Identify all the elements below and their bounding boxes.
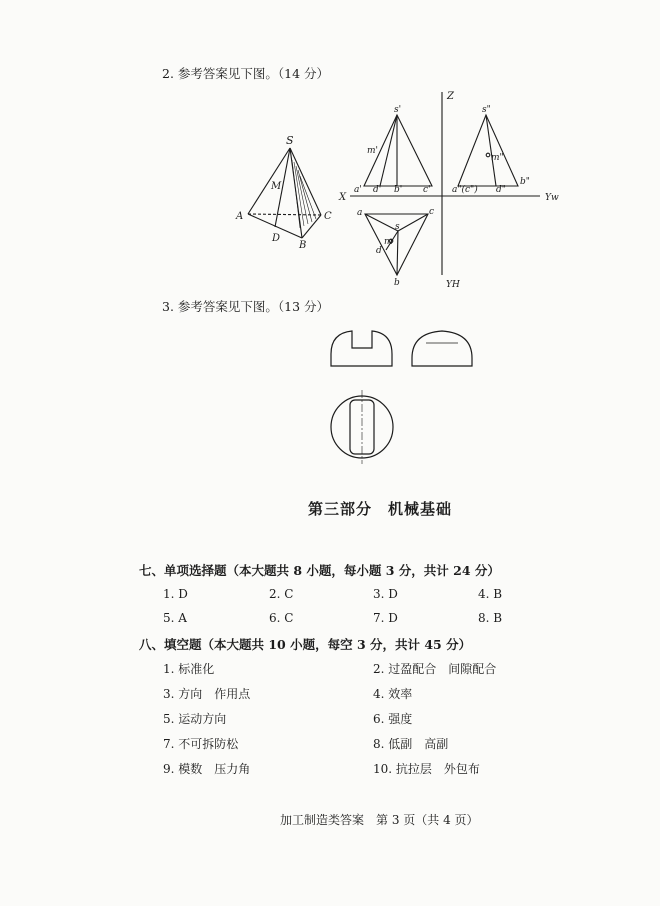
label-A: A [236, 211, 244, 222]
s8-answer-7: 7. 不可拆防松 [163, 737, 239, 751]
label-s-top: s [395, 222, 400, 232]
front-view-slotted-shape [331, 331, 392, 366]
label-a-c-double-prime: a"(c") [452, 185, 478, 195]
s8-answer-3: 3. 方向 作用点 [163, 687, 251, 701]
s8-answer-9: 9. 模数 压力角 [163, 762, 251, 776]
label-b-double-prime: b" [520, 177, 530, 187]
label-s-double-prime: s" [482, 105, 491, 115]
label-m-top: m [384, 237, 393, 247]
section-7-title: 七、单项选择题（本大题共 8 小题，每小题 3 分，共计 24 分） [139, 563, 500, 578]
side-view-dome-shape [412, 331, 472, 366]
s8-answer-4: 4. 效率 [373, 687, 413, 701]
part-3-title: 第三部分 机械基础 [308, 500, 453, 518]
s7-answer-1: 1. D [163, 587, 188, 601]
label-C: C [324, 211, 332, 222]
s7-answer-5: 5. A [163, 611, 187, 625]
s7-answer-4: 4. B [478, 587, 503, 601]
label-d-top: d [376, 246, 382, 256]
s7-answer-8: 8. B [478, 611, 503, 625]
label-b-prime: b' [394, 185, 403, 195]
s7-answer-6: 6. C [269, 611, 294, 625]
label-d-prime: d' [373, 185, 382, 195]
label-d-double-prime: d" [496, 185, 506, 195]
s8-answer-1: 1. 标准化 [163, 662, 215, 676]
label-c-prime: c' [423, 185, 431, 195]
label-M: M [271, 181, 282, 192]
question-3-label: 3. 参考答案见下图。（13 分） [162, 299, 330, 314]
label-D: D [272, 233, 281, 244]
s7-answer-2: 2. C [269, 587, 294, 601]
s8-answer-8: 8. 低副 高副 [373, 737, 449, 751]
label-a-prime: a' [354, 185, 362, 195]
s8-answer-10: 10. 抗拉层 外包布 [373, 762, 480, 776]
question-2-label: 2. 参考答案见下图。（14 分） [162, 66, 330, 81]
s7-answer-3: 3. D [373, 587, 398, 601]
label-m-double-prime: m" [491, 153, 504, 163]
axis-yw-label: Yw [545, 193, 559, 203]
label-m-prime: m' [367, 146, 379, 156]
label-a-top: a [357, 208, 363, 218]
page-footer: 加工制造类答案 第 3 页（共 4 页） [280, 813, 479, 827]
section-8-title: 八、填空题（本大题共 10 小题，每空 3 分，共计 45 分） [139, 637, 472, 652]
s8-answer-6: 6. 强度 [373, 712, 413, 726]
label-S: S [286, 134, 294, 147]
axis-z-label: Z [447, 91, 454, 102]
s8-answer-2: 2. 过盈配合 间隙配合 [373, 662, 497, 676]
s8-answer-5: 5. 运动方向 [163, 712, 227, 726]
axis-yh-label: YH [446, 280, 460, 290]
label-B: B [299, 240, 307, 251]
axis-x-label: X [339, 192, 347, 203]
s7-answer-7: 7. D [373, 611, 398, 625]
label-c-top: c [429, 207, 435, 217]
label-b-top: b [394, 278, 400, 288]
label-s-prime: s' [394, 105, 402, 115]
